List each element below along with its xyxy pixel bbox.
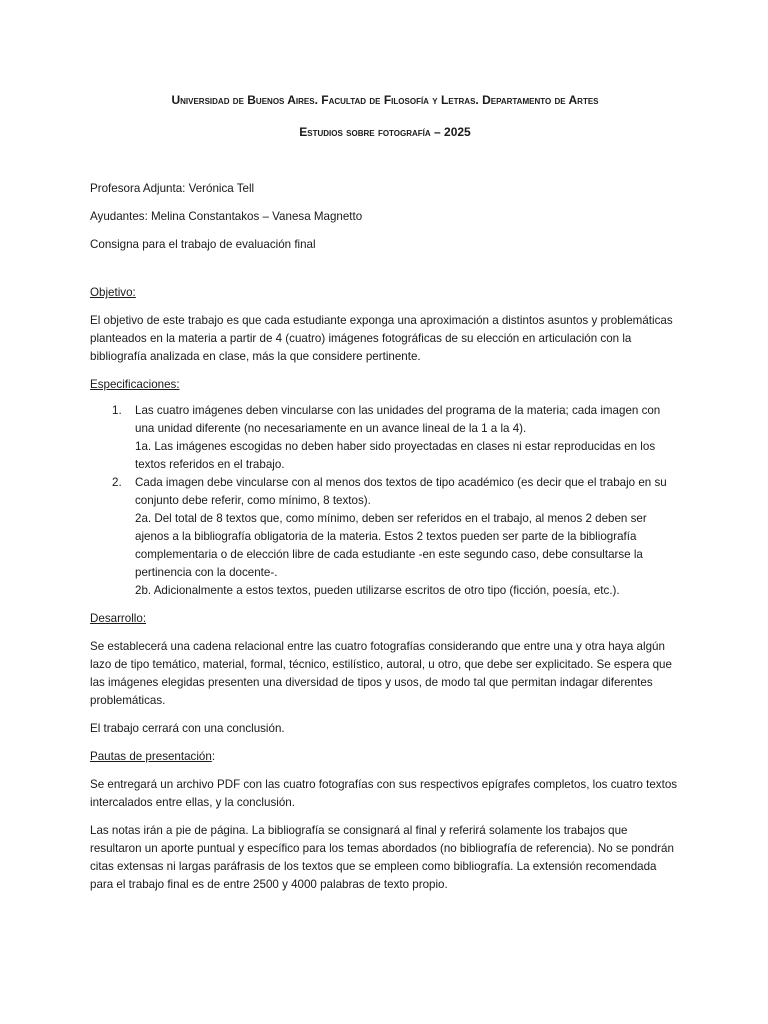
pautas-heading-colon: : xyxy=(211,750,216,763)
list-item-number: 2. xyxy=(112,476,122,489)
list-item-subpoint: 2a. Del total de 8 textos que, como mínimo, deben ser referidos en el trabajo, al menos 2 deben ser ajenos a la bibliografía obligatoria de la materia. Estos 2 textos pueden ser parte de la bibliografía complementaria o de elección libre de cada estudiante -en este segundo caso, debe consultarse la pertinencia con la docente-. xyxy=(135,512,647,579)
desarrollo-heading: Desarrollo: xyxy=(90,612,147,625)
list-item xyxy=(90,474,680,600)
consigna-line: Consigna para el trabajo de evaluación final xyxy=(90,238,316,251)
document-page xyxy=(90,88,680,894)
pautas-paragraph-1: Se entregará un archivo PDF con las cuatro fotografías con sus respectivos epígrafes completos, los cuatro textos intercalados entre ellas, y la conclusión. xyxy=(90,778,678,809)
list-item xyxy=(90,402,680,474)
objetivo-heading: Objetivo: xyxy=(90,286,136,299)
pautas-heading-line xyxy=(90,748,680,766)
desarrollo-paragraph-2: El trabajo cerrará con una conclusión. xyxy=(90,722,285,735)
objetivo-paragraph: El objetivo de este trabajo es que cada estudiante exponga una aproximación a distintos asuntos y problemáticas planteados en la materia a partir de 4 (cuatro) imágenes fotográficas de su elección en articulación con la bibliografía analizada en clase, más la que considere pertinente. xyxy=(90,314,673,363)
header-course: Estudios sobre fotografía – 2025 xyxy=(299,125,471,139)
list-item-number: 1. xyxy=(112,404,122,417)
list-item-subpoint: 2b. Adicionalmente a estos textos, pueden utilizarse escritos de otro tipo (ficción, poesía, etc.). xyxy=(135,584,620,597)
pautas-paragraph-2: Las notas irán a pie de página. La bibliografía se consignará al final y referirá solamente los trabajos que resultaron un aporte puntual y específico para los temas abordados (no bibliografía de referencia). No se pondrán citas extensas ni largas paráfrasis de los textos que se empleen como bibliografía. La extensión recomendada para el trabajo final es de entre 2500 y 4000 palabras de texto propio. xyxy=(90,824,674,891)
ayudantes-line: Ayudantes: Melina Constantakos – Vanesa Magnetto xyxy=(90,210,363,223)
list-item-text: Las cuatro imágenes deben vincularse con las unidades del programa de la materia; cada imagen con una unidad diferente (no necesariamente en un avance lineal de la 1 a la 4). xyxy=(135,404,661,435)
header-institution: Universidad de Buenos Aires. Facultad de Filosofía y Letras. Departamento de Artes xyxy=(171,93,599,107)
pautas-heading: Pautas de presentación xyxy=(90,750,212,763)
especificaciones-heading: Especificaciones: xyxy=(90,378,180,391)
desarrollo-paragraph-1: Se establecerá una cadena relacional entre las cuatro fotografías considerando que entre una y otra haya algún lazo de tipo temático, material, formal, técnico, estilístico, autoral, u otro, que debe ser explicitado. Se espera que las imágenes elegidas presenten una diversidad de tipos y usos, de modo tal que permitan indagar diferentes problemáticas. xyxy=(90,640,672,707)
list-item-text: Cada imagen debe vincularse con al menos dos textos de tipo académico (es decir que el trabajo en su conjunto debe referir, como mínimo, 8 textos). xyxy=(135,476,667,507)
especificaciones-list xyxy=(90,402,680,600)
list-item-subpoint: 1a. Las imágenes escogidas no deben haber sido proyectadas en clases ni estar reproducidas en los textos referidos en el trabajo. xyxy=(135,440,656,471)
profesora-line: Profesora Adjunta: Verónica Tell xyxy=(90,182,255,195)
